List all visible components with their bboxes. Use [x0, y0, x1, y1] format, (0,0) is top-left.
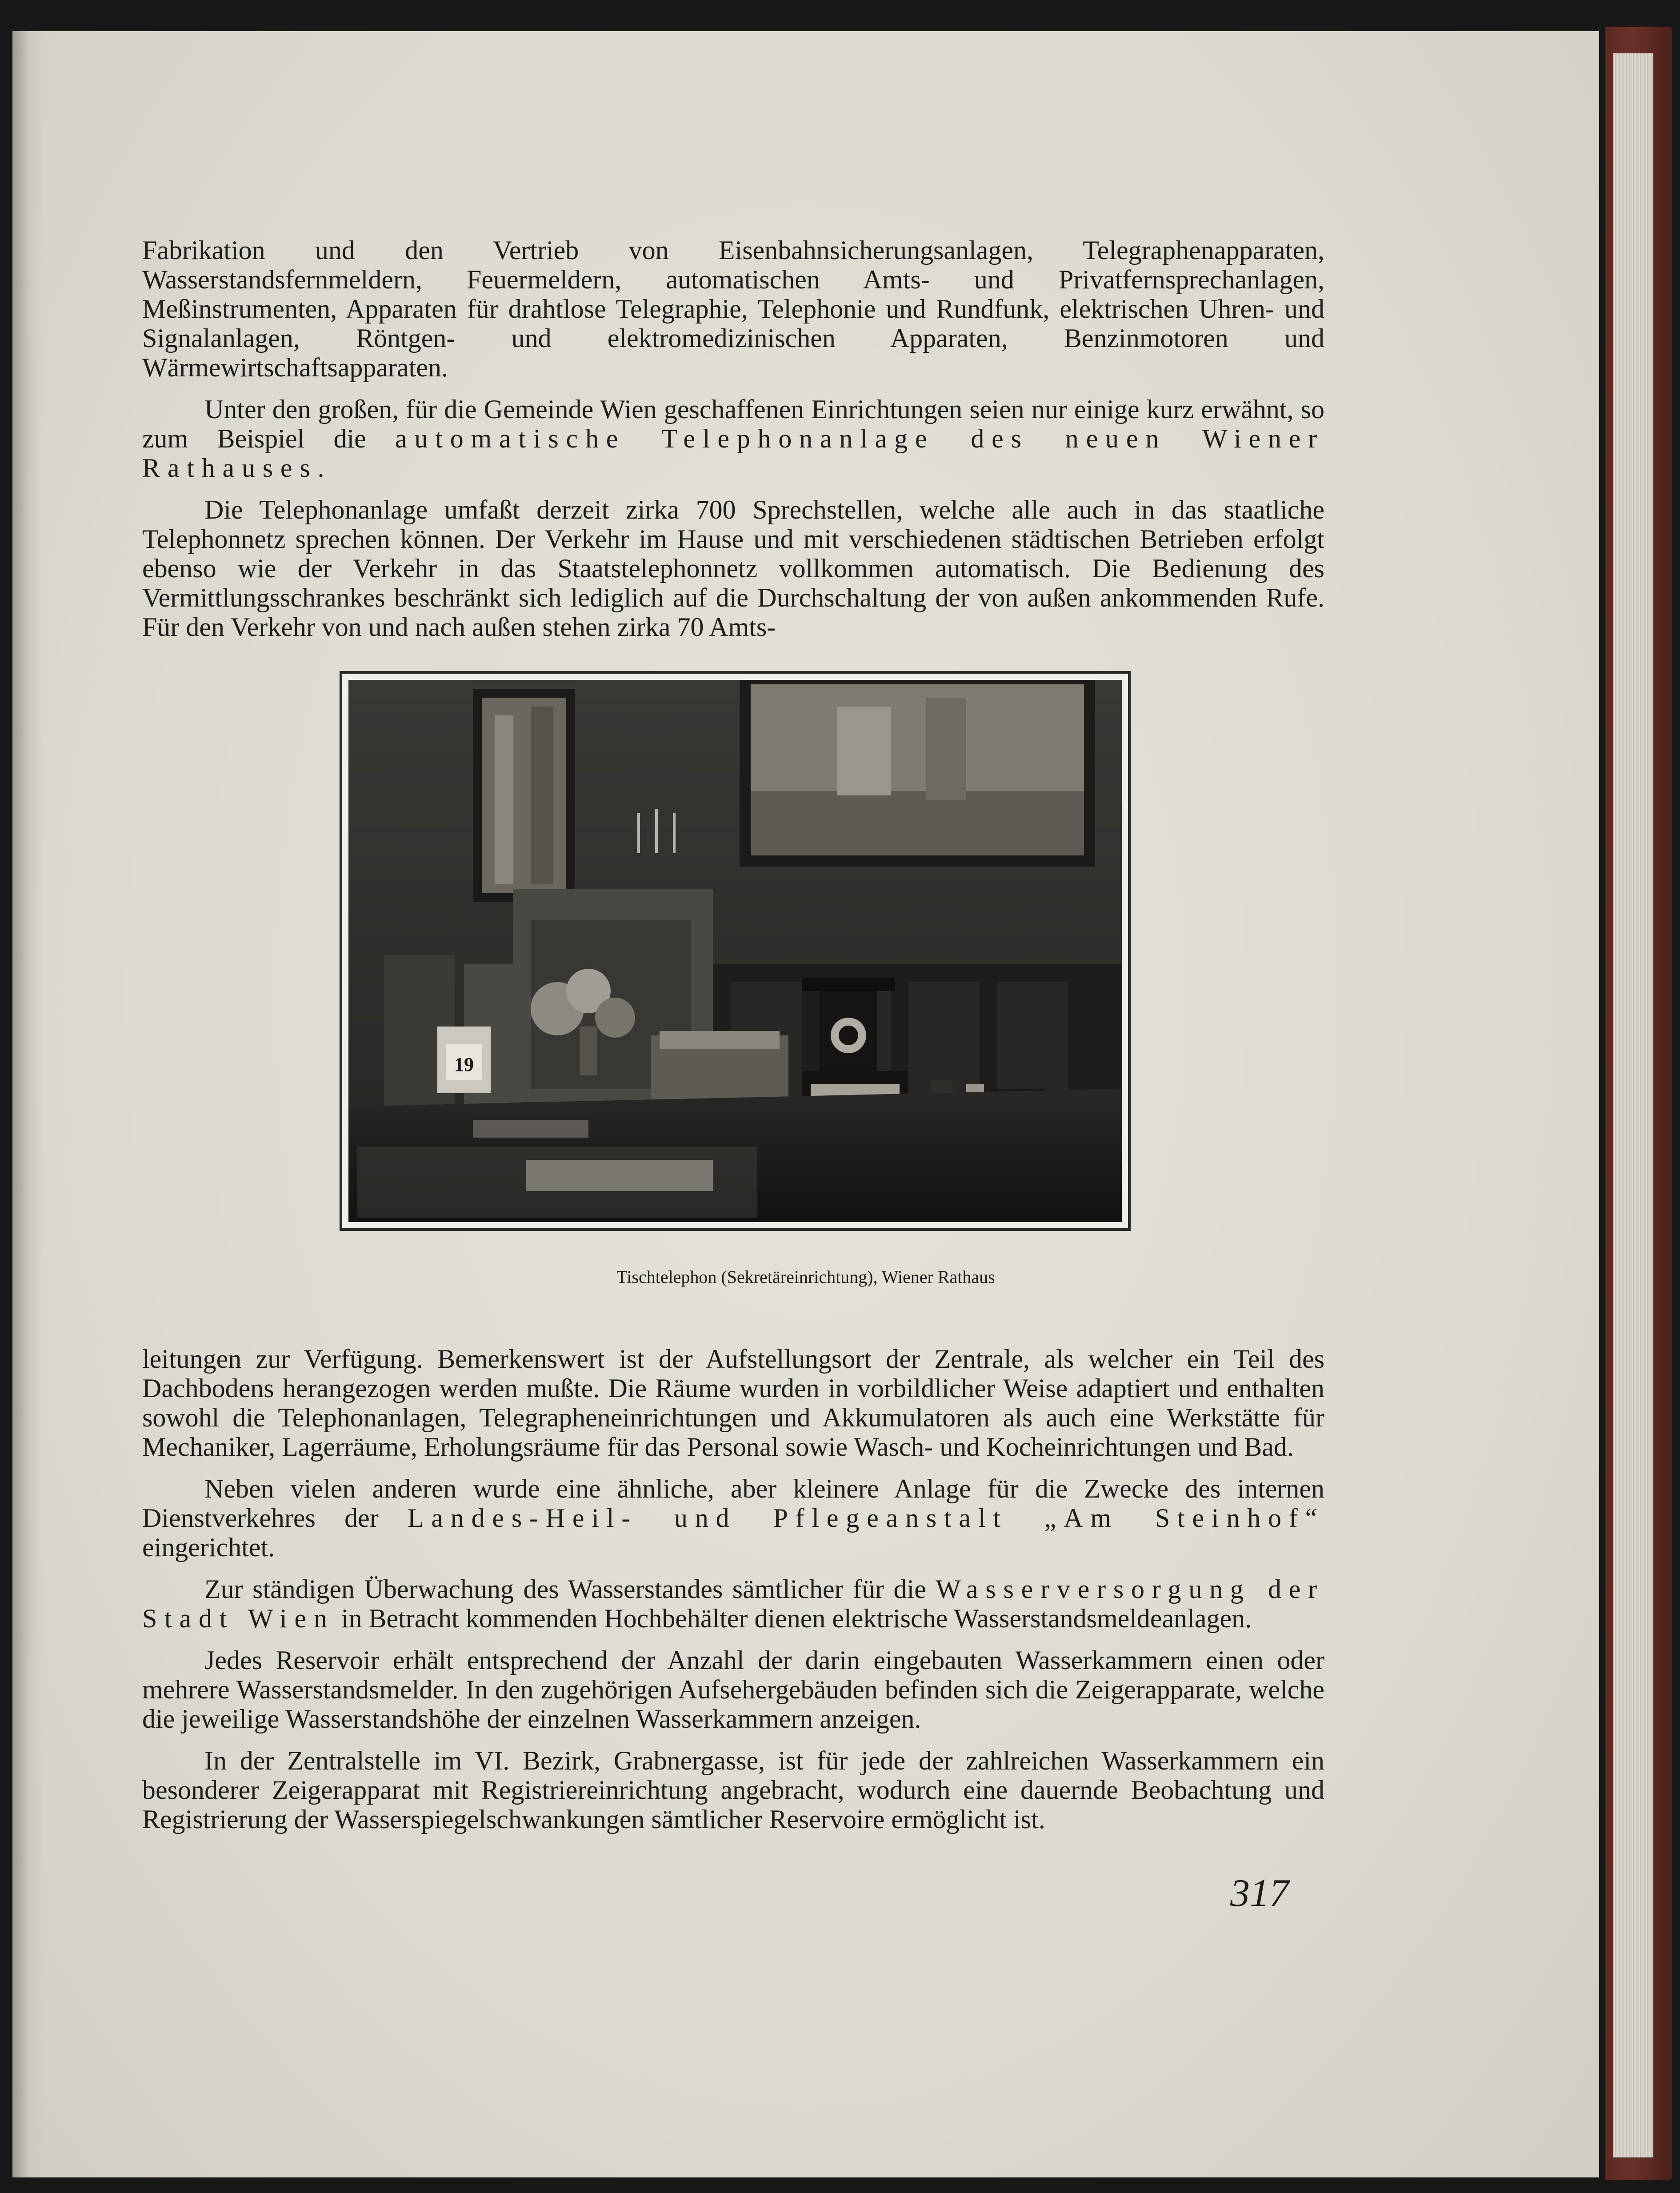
photo-caption: Tischtelephon (Sekretäreinrichtung), Wiener Rathaus [616, 1267, 995, 1287]
paragraph [142, 1746, 1324, 1834]
photograph-frame [340, 671, 1131, 1231]
spaced-emphasis-text: Wasserversorgung der Stadt Wien [142, 1574, 1324, 1633]
gutter-shadow [12, 31, 44, 2177]
paragraph-text: eingerichtet. [142, 1533, 275, 1562]
paragraph [142, 1474, 1324, 1562]
calendar-date: 19 [454, 1054, 474, 1075]
paragraph-text: leitungen zur Verfügung. Bemerkenswert ist der Aufstellungsort der Zentrale, als welcher ein Teil des Dachbodens herangezogen werden mußte. Die Räume wurden in vorbildlicher Weise adaptiert und enthalten sowohl die Telephonanlagen, Telegrapheneinrichtungen und Akkumulatoren als auch eine Werkstätte für Mechaniker, Lagerräume, Erholungsräume für das Personal sowie Wasch- und Kocheinrichtungen und Bad. [142, 1344, 1324, 1462]
paragraph [142, 1344, 1324, 1462]
paragraph-text: Fabrikation und den Vertrieb von Eisenbahnsicherungsanlagen, Telegraphenapparaten, Wasserstandsfernmeldern, Feuermeldern, automatischen Amts- und Privatfernsprechanlagen, Meßinstrumenten, Apparaten für drahtlose Telegraphie, Telephonie und Rundfunk, elektrischen Uhren- und Signalanlagen, Röntgen- und elektromedizinischen Apparaten, Benzinmotoren und Wärmewirtschaftsapparaten. [142, 236, 1324, 382]
top-text-block [142, 236, 1324, 642]
book-page [12, 31, 1599, 2177]
paragraph [142, 1574, 1324, 1633]
paragraph-text: Neben vielen anderen wurde eine ähnliche, aber kleinere Anlage für die Zwecke des internen Dienstverkehres der [142, 1474, 1324, 1533]
photograph-desk-telephone [348, 680, 1122, 1222]
paragraph-text: In der Zentralstelle im VI. Bezirk, Grabnergasse, ist für jede der zahlreichen Wasserkammern ein besonderer Zeigerapparat mit Registriereinrichtung angebracht, wodurch eine dauernde Beobachtung und Registrierung der Wasserspiegelschwankungen sämtlicher Reservoire ermöglicht ist. [142, 1746, 1324, 1834]
paragraph-text: Die Telephonanlage umfaßt derzeit zirka 700 Sprechstellen, welche alle auch in das staatliche Telephonnetz sprechen können. Der Verkehr im Hause und mit verschiedenen städtischen Betrieben erfolgt ebenso wie der Verkehr in das Staatstelephonnetz vollkommen automatisch. Die Bedienung des Vermittlungsschrankes beschränkt sich lediglich auf die Durchschaltung der von außen ankommenden Rufe. Für den Verkehr von und nach außen stehen zirka 70 Amts- [142, 495, 1324, 642]
paragraph-text: Jedes Reservoir erhält entsprechend der Anzahl der darin eingebauten Wasserkammern einen oder mehrere Wasserstandsmelder. In den zugehörigen Aufsehergebäuden befinden sich die Zeigerapparate, welche die jeweilige Wasserstandshöhe der einzelnen Wasserkammern anzeigen. [142, 1646, 1324, 1734]
paragraph [142, 1646, 1324, 1734]
paragraph-text: Unter den großen, für die Gemeinde Wien geschaffenen Einrichtungen seien nur einige kurz erwähnt, so zum Beispiel die [142, 395, 1324, 453]
paragraph-text: in Betracht kommenden Hochbehälter dienen elektrische Wasserstandsmeldeanlagen. [334, 1604, 1252, 1633]
paragraph [142, 236, 1324, 382]
spaced-emphasis-text: automatische Telephonanlage des neuen Wiener Rathauses. [142, 424, 1324, 483]
paragraph [142, 495, 1324, 642]
paragraph [142, 395, 1324, 483]
page-stack-edge [1613, 53, 1653, 2157]
paragraph-text: Zur ständigen Überwachung des Wasserstandes sämtlicher für die [204, 1574, 936, 1604]
spaced-emphasis-text: Landes-Heil- und Pflegeanstalt „Am Steinhof“ [407, 1503, 1324, 1533]
page-number: 317 [1230, 1872, 1289, 1915]
bottom-text-block [142, 1344, 1324, 1834]
